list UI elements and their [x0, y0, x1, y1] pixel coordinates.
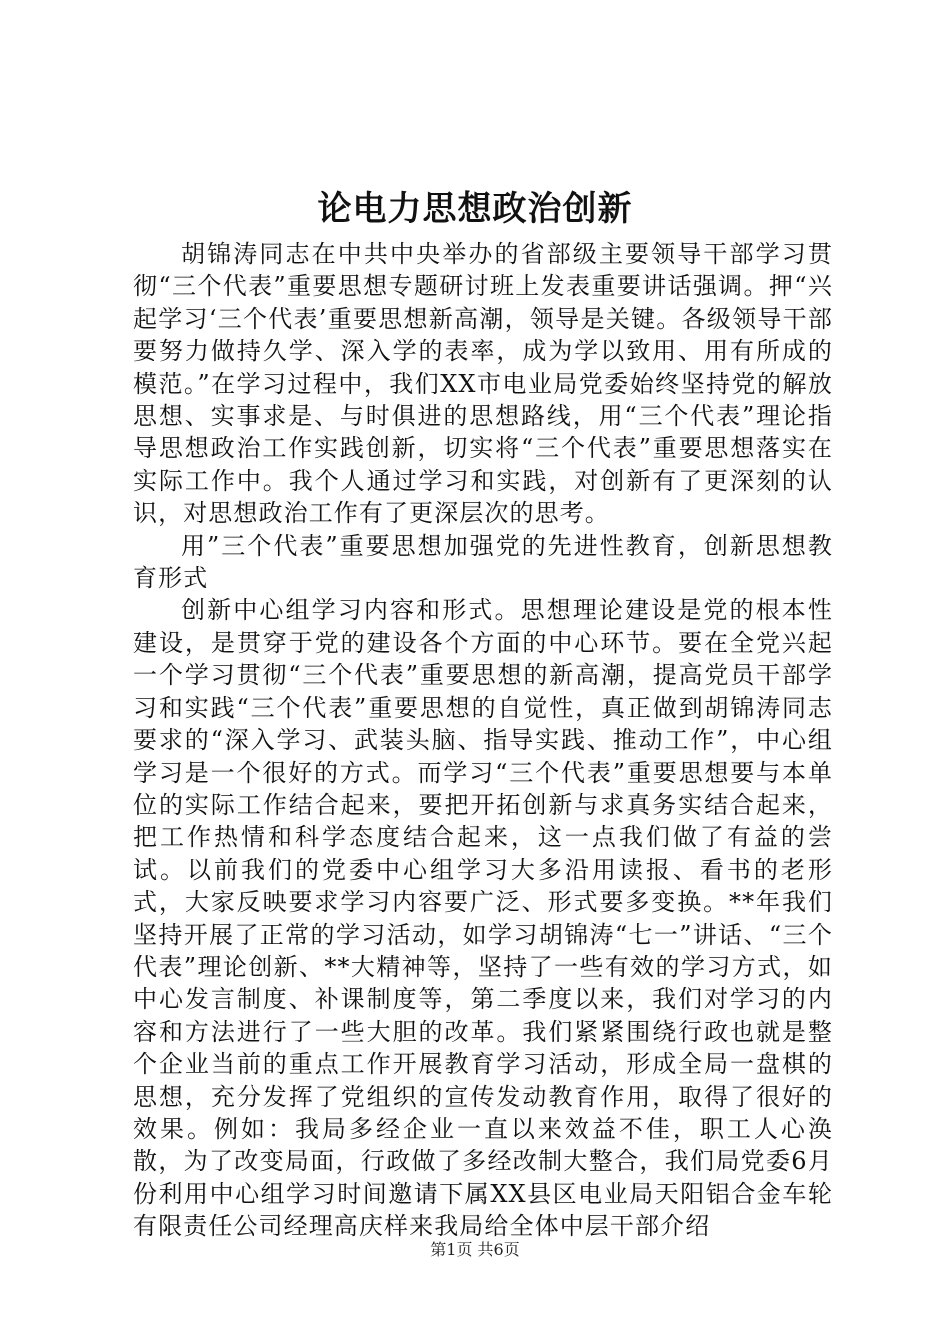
page-footer: 第1页 共6页 [430, 1240, 520, 1259]
paragraph-intro: 胡锦涛同志在中共中央举办的省部级主要领导干部学习贯彻“三个代表”重要思想专题研讨班上发表重要讲话强调。押“兴起学习‘三个代表’重要思想新高潮，领导是关键。各级领导干部要努力做持久学、深入学的表率，成为学以致用、用有所成的模范。”在学习过程中，我们XX市电业局党委始终坚持党的解放思想、实事求是、与时俱进的思想路线，用“三个代表”理论指导思想政治工作实践创新，切实将“三个代表”重要思想落实在实际工作中。我个人通过学习和实践，对创新有了更深刻的认识，对思想政治工作有了更深层次的思考。 [133, 240, 833, 528]
paragraph-study-innovation: 创新中心组学习内容和形式。思想理论建设是党的根本性建设，是贯穿于党的建设各个方面的中心环节。要在全党兴起一个学习贯彻“三个代表”重要思想的新高潮，提高党员干部学习和实践“三个代表”重要思想的自觉性，真正做到胡锦涛同志要求的“深入学习、武装头脑、指导实践、推动工作”，中心组学习是一个很好的方式。而学习“三个代表”重要思想要与本单位的实际工作结合起来，要把开拓创新与求真务实结合起来，把工作热情和科学态度结合起来，这一点我们做了有益的尝试。以前我们的党委中心组学习大多沿用读报、看书的老形式，大家反映要求学习内容要广泛、形式要多变换。**年我们坚持开展了正常的学习活动，如学习胡锦涛“七一”讲话、“三个代表”理论创新、**大精神等，坚持了一些有效的学习方式，如中心发言制度、补课制度等，第二季度以来，我们对学习的内容和方法进行了一些大胆的改革。我们紧紧围绕行政也就是整个企业当前的重点工作开展教育学习活动，形成全局一盘棋的思想，充分发挥了党组织的宣传发动教育作用，取得了很好的效果。例如：我局多经企业一直以来效益不佳，职工人心涣散，为了改变局面，行政做了多经改制大整合，我们局党委6月份利用中心组学习时间邀请下属XX县区电业局天阳铝合金车轮有限责任公司经理高庆样来我局给全体中层干部介绍 [133, 596, 833, 1241]
paragraph-heading: 用”三个代表”重要思想加强党的先进性教育，创新思想教育形式 [133, 531, 833, 593]
document-title: 论电力思想政治创新 [317, 189, 633, 229]
document-body [133, 238, 833, 1243]
